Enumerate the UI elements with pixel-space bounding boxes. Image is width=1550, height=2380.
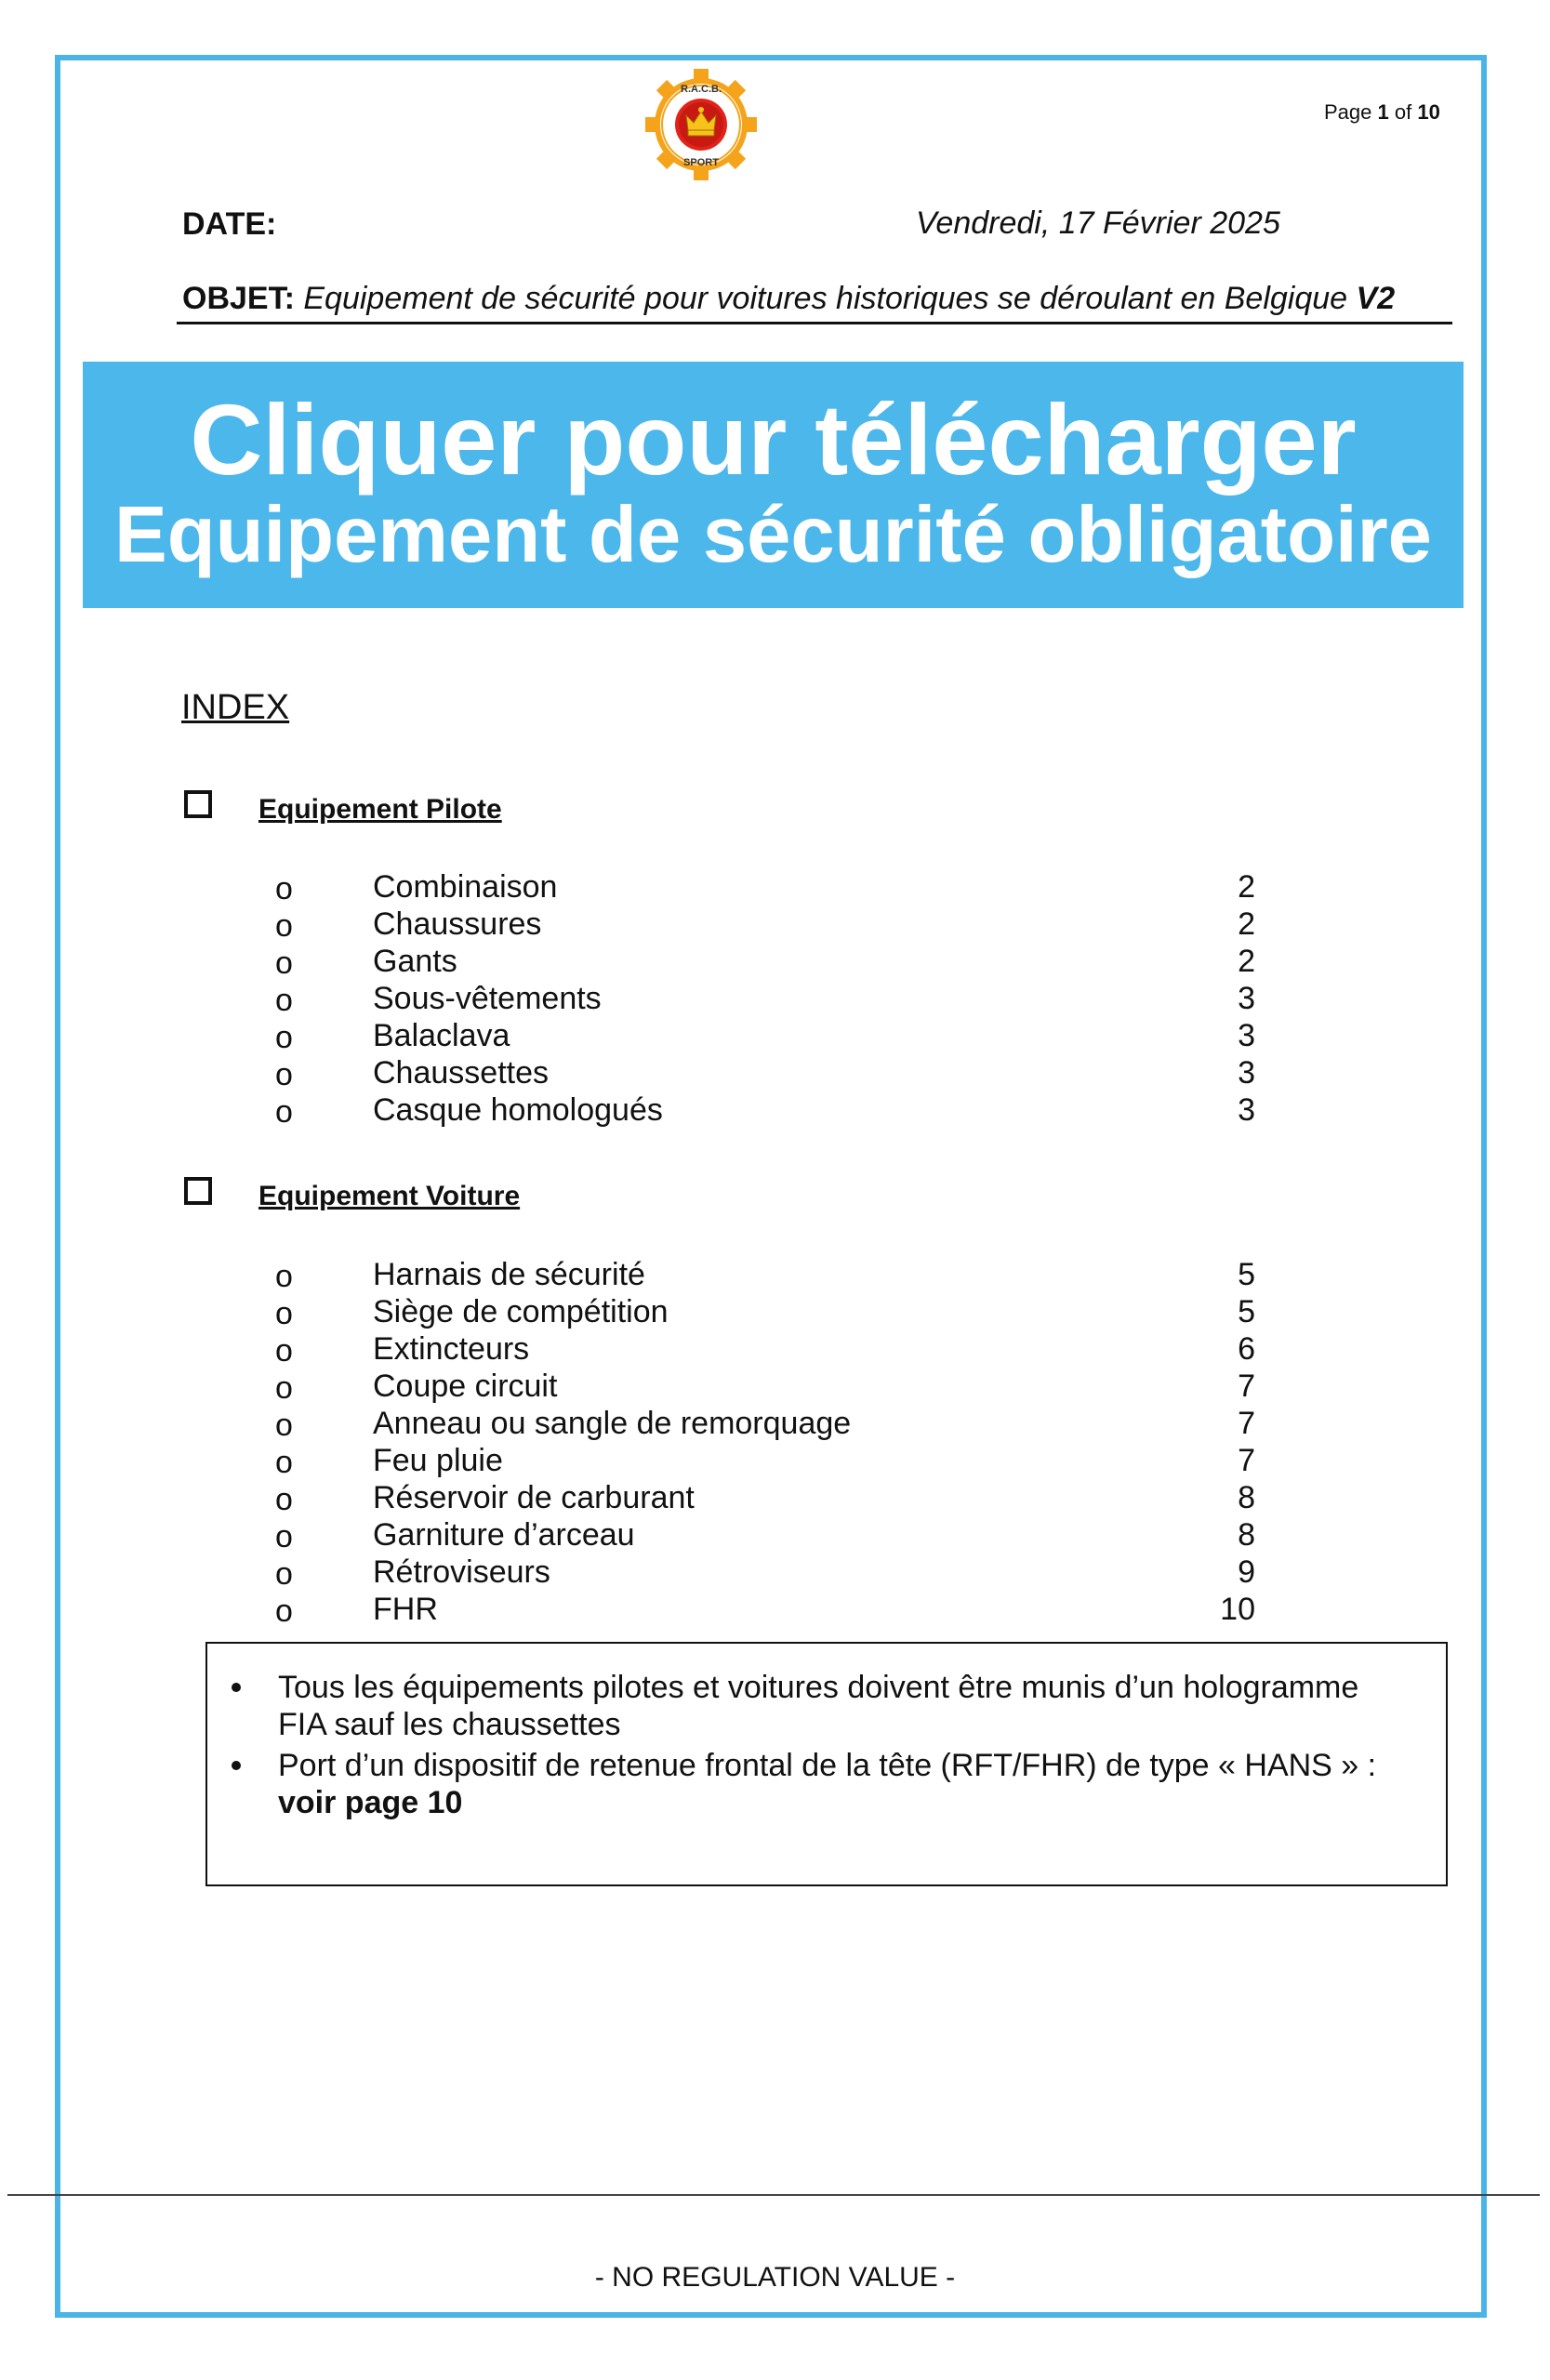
list-item: [0, 944, 1550, 981]
list-item: [0, 1443, 1550, 1480]
circle-bullet-icon: o: [275, 1556, 293, 1592]
list-item: [0, 1294, 1550, 1331]
circle-bullet-icon: o: [275, 1408, 293, 1443]
objet-version: V2: [1356, 281, 1396, 316]
item-label: Balaclava: [373, 1018, 510, 1053]
item-label: Sous-vêtements: [373, 981, 602, 1016]
item-page: 6: [1238, 1331, 1255, 1367]
list-item: [0, 1592, 1550, 1629]
note-box: [205, 1642, 1448, 1886]
item-label: Casque homologués: [373, 1092, 663, 1128]
page-total: 10: [1417, 100, 1440, 124]
item-page: 3: [1238, 1092, 1255, 1128]
item-label: Feu pluie: [373, 1443, 503, 1478]
list-item: [0, 981, 1550, 1018]
circle-bullet-icon: o: [275, 1593, 293, 1629]
logo-text-top: R.A.C.B.: [681, 84, 722, 95]
item-page: 7: [1238, 1406, 1255, 1441]
list-item: [0, 869, 1550, 906]
circle-bullet-icon: o: [275, 945, 293, 981]
list-item: [0, 1257, 1550, 1294]
page-number: [1324, 100, 1440, 125]
banner-line2: Equipement de sécurité obligatoire: [114, 491, 1432, 579]
item-page: 2: [1238, 869, 1255, 905]
item-page: 2: [1238, 944, 1255, 979]
circle-bullet-icon: o: [275, 1296, 293, 1331]
circle-bullet-icon: o: [275, 1445, 293, 1480]
date-label: DATE:: [182, 206, 277, 242]
checkbox-icon: [184, 790, 212, 818]
item-label: Chaussettes: [373, 1055, 549, 1091]
item-label: Harnais de sécurité: [373, 1257, 645, 1292]
section-title: Equipement Pilote: [258, 794, 502, 825]
circle-bullet-icon: o: [275, 983, 293, 1018]
note-text: Port d’un dispositif de retenue frontal de la tête (RFT/FHR) de type « HANS » :: [278, 1748, 1377, 1783]
circle-bullet-icon: o: [275, 1519, 293, 1554]
item-page: 2: [1238, 906, 1255, 942]
item-page: 3: [1238, 1018, 1255, 1053]
checkbox-icon: [184, 1177, 212, 1205]
item-page: 9: [1238, 1554, 1255, 1590]
list-item: [0, 906, 1550, 944]
page-current: 1: [1377, 100, 1389, 124]
note-text: FIA sauf les chaussettes: [278, 1707, 621, 1742]
date-value: Vendredi, 17 Février 2025: [916, 205, 1280, 241]
banner-line1: Cliquer pour télécharger: [190, 383, 1357, 496]
list-item: [0, 1517, 1550, 1554]
objet-text: Equipement de sécurité pour voitures historiques se déroulant en Belgique: [303, 281, 1348, 316]
circle-bullet-icon: o: [275, 1259, 293, 1294]
bullet-dot-icon: [232, 1683, 241, 1692]
item-label: Anneau ou sangle de remorquage: [373, 1406, 852, 1441]
list-item: [0, 1018, 1550, 1055]
list-item: [0, 1406, 1550, 1443]
logo-text-bottom: SPORT: [683, 157, 719, 168]
item-label: Gants: [373, 944, 457, 979]
list-item: [0, 1055, 1550, 1092]
circle-bullet-icon: o: [275, 1020, 293, 1055]
circle-bullet-icon: o: [275, 1482, 293, 1517]
list-item: [0, 1554, 1550, 1592]
item-page: 7: [1238, 1443, 1255, 1478]
circle-bullet-icon: o: [275, 1057, 293, 1092]
objet-line: [177, 281, 1452, 324]
circle-bullet-icon: o: [275, 1094, 293, 1130]
circle-bullet-icon: o: [275, 1370, 293, 1406]
item-label: Coupe circuit: [373, 1368, 558, 1404]
list-item: [0, 1368, 1550, 1406]
circle-bullet-icon: o: [275, 1333, 293, 1368]
racb-sport-logo: [645, 67, 757, 183]
list-item: [0, 1092, 1550, 1130]
item-label: Chaussures: [373, 906, 542, 942]
item-page: 3: [1238, 1055, 1255, 1091]
item-page: 5: [1238, 1257, 1255, 1292]
item-label: Extincteurs: [373, 1331, 530, 1367]
item-page: 8: [1238, 1480, 1255, 1515]
item-page: 10: [1220, 1592, 1255, 1627]
item-label: FHR: [373, 1592, 438, 1627]
item-label: Combinaison: [373, 869, 558, 905]
page-prefix: Page: [1324, 100, 1372, 124]
item-label: Garniture d’arceau: [373, 1517, 635, 1553]
item-label: Réservoir de carburant: [373, 1480, 695, 1515]
footer-text: - NO REGULATION VALUE -: [594, 2262, 956, 2293]
item-label: Siège de compétition: [373, 1294, 669, 1329]
list-item: [0, 1480, 1550, 1517]
item-page: 8: [1238, 1517, 1255, 1553]
note-text: Tous les équipements pilotes et voitures doivent être munis d’un hologramme: [278, 1670, 1359, 1705]
circle-bullet-icon: o: [275, 871, 293, 906]
circle-bullet-icon: o: [275, 908, 293, 944]
section-title: Equipement Voiture: [258, 1181, 521, 1211]
page-of: of: [1394, 100, 1412, 124]
index-title: INDEX: [181, 688, 290, 727]
download-banner[interactable]: [83, 362, 1464, 608]
list-item: [0, 1331, 1550, 1368]
footer-divider: [7, 2194, 1540, 2196]
note-link-text: voir page 10: [278, 1785, 463, 1820]
item-page: 7: [1238, 1368, 1255, 1404]
bullet-dot-icon: [232, 1761, 241, 1770]
item-page: 3: [1238, 981, 1255, 1016]
item-page: 5: [1238, 1294, 1255, 1329]
objet-label: OBJET:: [182, 281, 295, 316]
item-label: Rétroviseurs: [373, 1554, 550, 1590]
